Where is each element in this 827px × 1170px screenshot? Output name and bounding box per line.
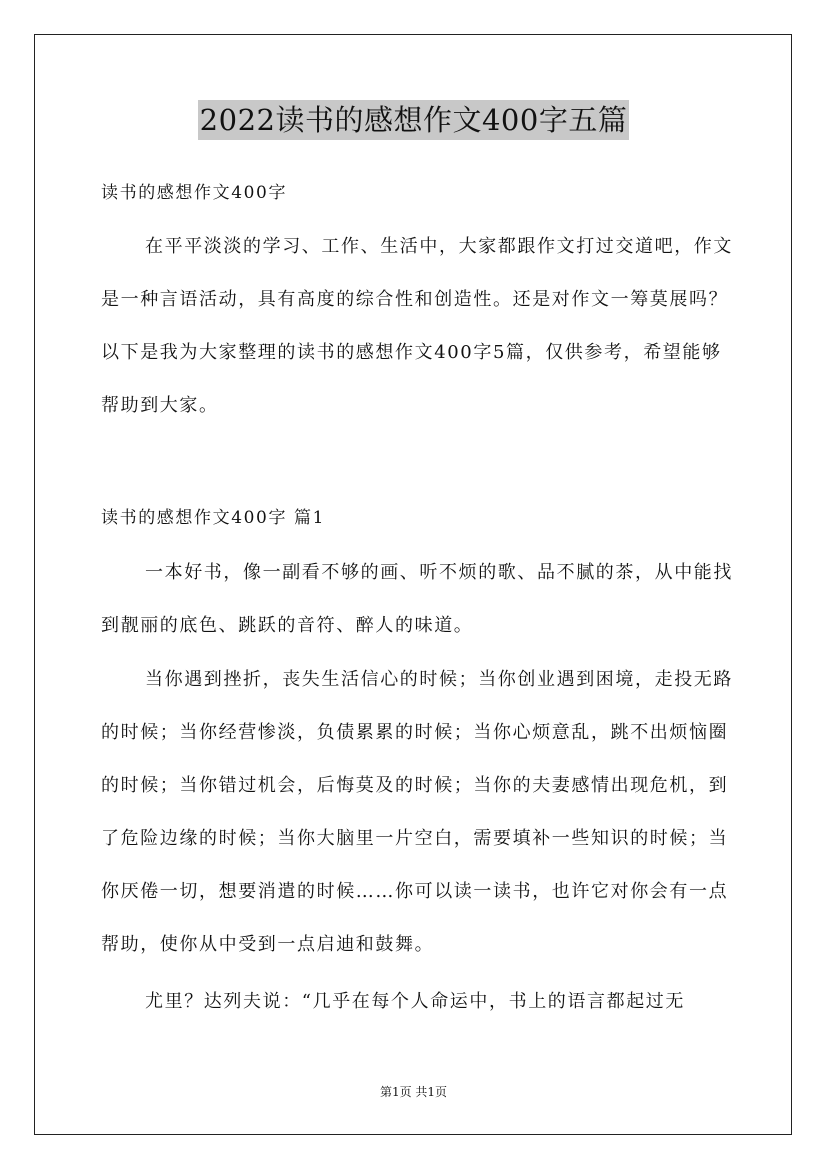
section-heading: 读书的感想作文400字 篇1 <box>101 508 326 528</box>
document-title: 2022读书的感想作文400字五篇 <box>198 100 630 140</box>
page-footer: 第1页 共1页 <box>379 1085 448 1099</box>
paragraph: 当你遇到挫折，丧失生活信心的时候；当你创业遇到困境，走投无路的时候；当你经营惨淡，负债累累的时候；当你心烦意乱，跳不出烦恼圈的时候；当你错过机会，后悔莫及的时候；当你的夫妻感情出现危机，到了危险边缘的时候；当你大脑里一片空白，需要填补一些知识的时候；当你厌倦一切，想要消遣的时候……你可以读一读书，也许它对你会有一点帮助，使你从中受到一点启迪和鼓舞。 <box>101 669 733 955</box>
title-container <box>0 100 827 140</box>
paragraph: 尤里？达列夫说：“几乎在每个人命运中，书上的语言都起过无 <box>145 991 685 1012</box>
intro-paragraph: 在平平淡淡的学习、工作、生活中，大家都跟作文打过交道吧，作文是一种言语活动，具有高度的综合性和创造性。还是对作文一筹莫展吗？以下是我为大家整理的读书的感想作文400字5篇，仅供参考，希望能够帮助到大家。 <box>101 236 733 416</box>
paragraph: 一本好书，像一副看不够的画、听不烦的歌、品不腻的茶，从中能找到靓丽的底色、跳跃的音符、醉人的味道。 <box>101 562 733 636</box>
intro-heading: 读书的感想作文400字 <box>101 183 288 203</box>
